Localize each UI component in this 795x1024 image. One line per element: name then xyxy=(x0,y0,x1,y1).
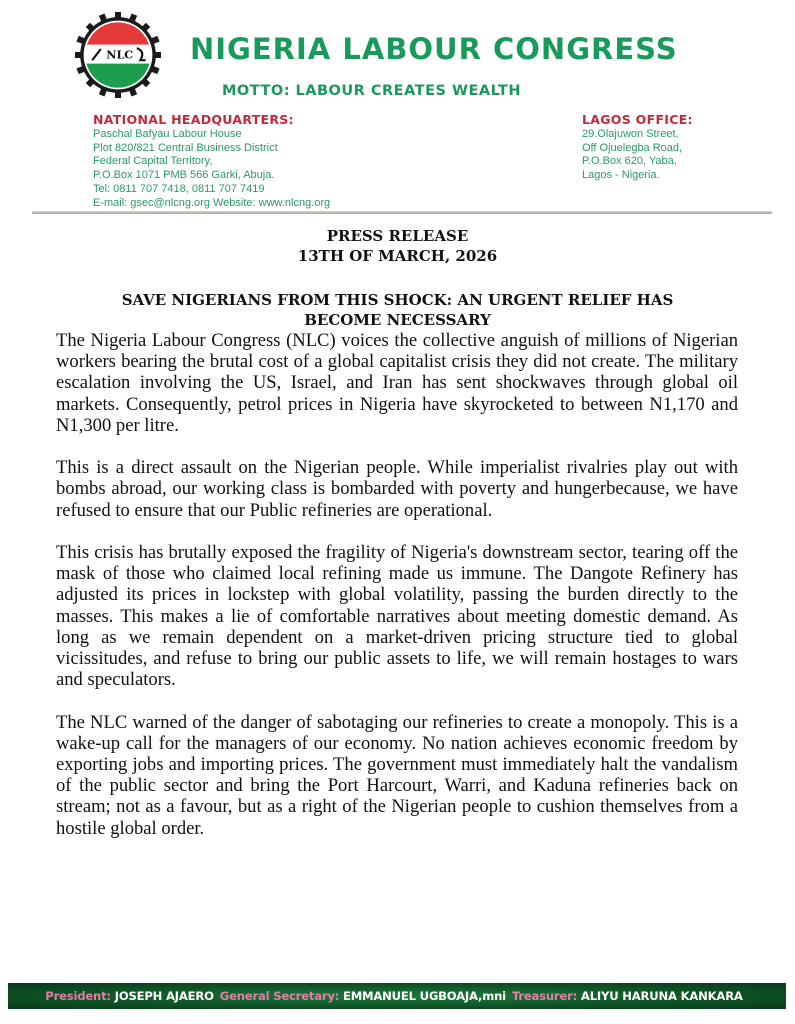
secretary-role: General Secretary: xyxy=(219,989,340,1003)
lagos-office-title: LAGOS OFFICE: xyxy=(582,112,693,127)
headquarters-title: NATIONAL HEADQUARTERS: xyxy=(93,112,294,127)
title-line-2: BECOME NECESSARY xyxy=(304,311,491,329)
address-line: P.O.Box 620, Yaba, xyxy=(582,155,677,168)
letterhead-divider xyxy=(32,211,772,214)
president-role: President: xyxy=(45,989,111,1003)
phone-line: Tel: 0811 707 7418, 0811 707 7419 xyxy=(93,182,265,195)
motto: MOTTO: LABOUR CREATES WEALTH xyxy=(222,83,521,99)
document-label: PRESS RELEASE xyxy=(326,227,469,245)
treasurer-name: ALIYU HARUNA KANKARA xyxy=(580,989,743,1003)
treasurer-role: Treasurer: xyxy=(511,989,578,1003)
body-paragraph: This is a direct assault on the Nigerian people. While imperialist rivalries play out with bombs abroad, our working class is bombarded with poverty and hungerbecause, we have refused to ensure that our Public refineries are operational. xyxy=(56,457,738,521)
address-line: 29.Olajuwon Street, xyxy=(582,128,679,140)
email-website-line: E-mail: gsec@nlcng.org Website: www.nlcng.org xyxy=(93,196,331,209)
address-line: Federal Capital Territory, xyxy=(93,155,213,168)
lagos-office-address xyxy=(582,112,693,183)
address-line: Paschal Bafyau Labour House xyxy=(93,128,242,140)
secretary-name: EMMANUEL UGBOAJA,mni xyxy=(343,989,506,1003)
document-title xyxy=(0,290,795,330)
address-line: Lagos - Nigeria. xyxy=(582,169,660,182)
president-name: JOSEPH AJAERO xyxy=(114,989,214,1003)
address-line: Plot 820/821 Central Business District xyxy=(93,141,278,154)
body-paragraph: The Nigeria Labour Congress (NLC) voices the collective anguish of millions of Nigerian workers bearing the brutal cost of a global capitalist crisis they did not create. The military escalation involving the US, Israel, and Iran has sent shockwaves through global oil markets. Consequently, petrol prices in Nigeria have skyrocketed to between N1,170 and N1,300 per litre. xyxy=(56,330,738,436)
nlc-logo-icon xyxy=(75,12,161,98)
address-line: Off Ojuelegba Road, xyxy=(582,141,683,154)
headquarters-address xyxy=(93,112,330,210)
document-date: 13TH OF MARCH, 2026 xyxy=(297,247,498,265)
document-body xyxy=(56,330,738,860)
org-name: NIGERIA LABOUR CONGRESS xyxy=(190,32,678,66)
body-paragraph: The NLC warned of the danger of sabotaging our refineries to create a monopoly. This is a wake-up call for the managers of our economy. No nation achieves economic freedom by exporting jobs and importing prices. The government must immediately halt the vandalism of the public sector and bring the Port Harcourt, Warri, and Kaduna refineries back on stream; not as a favour, but as a right of the Nigerian people to cushion themselves from a hostile global order. xyxy=(56,711,738,839)
address-line: P.O.Box 1071 PMB 566 Garki, Abuja. xyxy=(93,169,275,182)
letterhead xyxy=(0,0,795,220)
press-release-heading xyxy=(0,226,795,266)
body-paragraph: This crisis has brutally exposed the fragility of Nigeria's downstream sector, tearing off the mask of those who claimed local refining made us immune. The Dangote Refinery has adjusted its prices in lockstep with global volatility, passing the burden directly to the masses. This makes a lie of comfortable narratives about meeting domestic demand. As long as we remain dependent on a market-driven pricing structure tied to global vicissitudes, and refuse to bring our public assets to life, we will remain hostages to wars and speculators. xyxy=(56,542,738,691)
officers-footer xyxy=(8,983,786,1009)
svg-text:NLC: NLC xyxy=(106,48,134,62)
title-line-1: SAVE NIGERIANS FROM THIS SHOCK: AN URGENT RELIEF HAS xyxy=(121,291,674,309)
